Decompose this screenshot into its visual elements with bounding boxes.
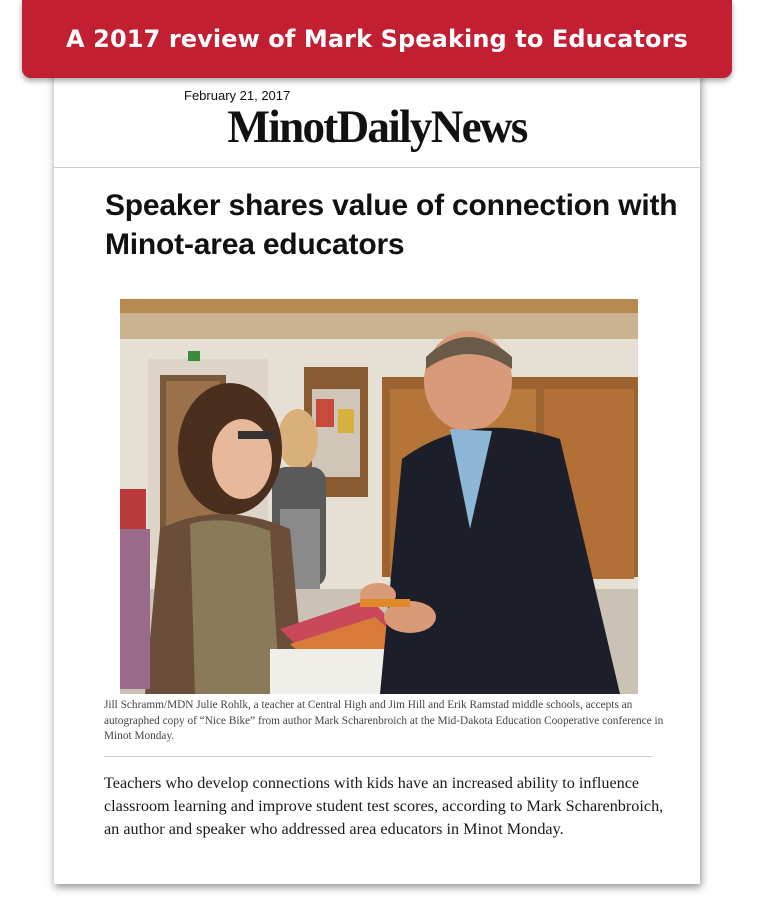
article-headline: Speaker shares value of connection with Minot-area educators (105, 189, 678, 261)
photo-illustration (120, 299, 638, 694)
photo-caption: Jill Schramm/MDN Julie Rohlk, a teacher at Central High and Jim Hill and Erik Ramstad middle schools, accepts an autographed copy of “Nice Bike” from author Mark Scharenbroich at the Mid-Dakota Education Cooperative conference in Minot Monday. (104, 699, 664, 742)
article-photo (120, 299, 638, 694)
title-banner (22, 0, 732, 78)
masthead-divider (54, 167, 700, 168)
article-lead-paragraph: Teachers who develop connections with kids have an increased ability to influence classroom learning and improve student test scores, according to Mark Scharenbroich, an author and speaker who addressed area educators in Minot Monday. (104, 774, 664, 839)
publication-date: February 21, 2017 (184, 88, 291, 103)
newspaper-clipping (54, 72, 700, 884)
caption-divider (104, 756, 652, 757)
newspaper-masthead: MinotDailyNews (227, 101, 527, 153)
banner-title: A 2017 review of Mark Speaking to Educators (66, 25, 688, 53)
